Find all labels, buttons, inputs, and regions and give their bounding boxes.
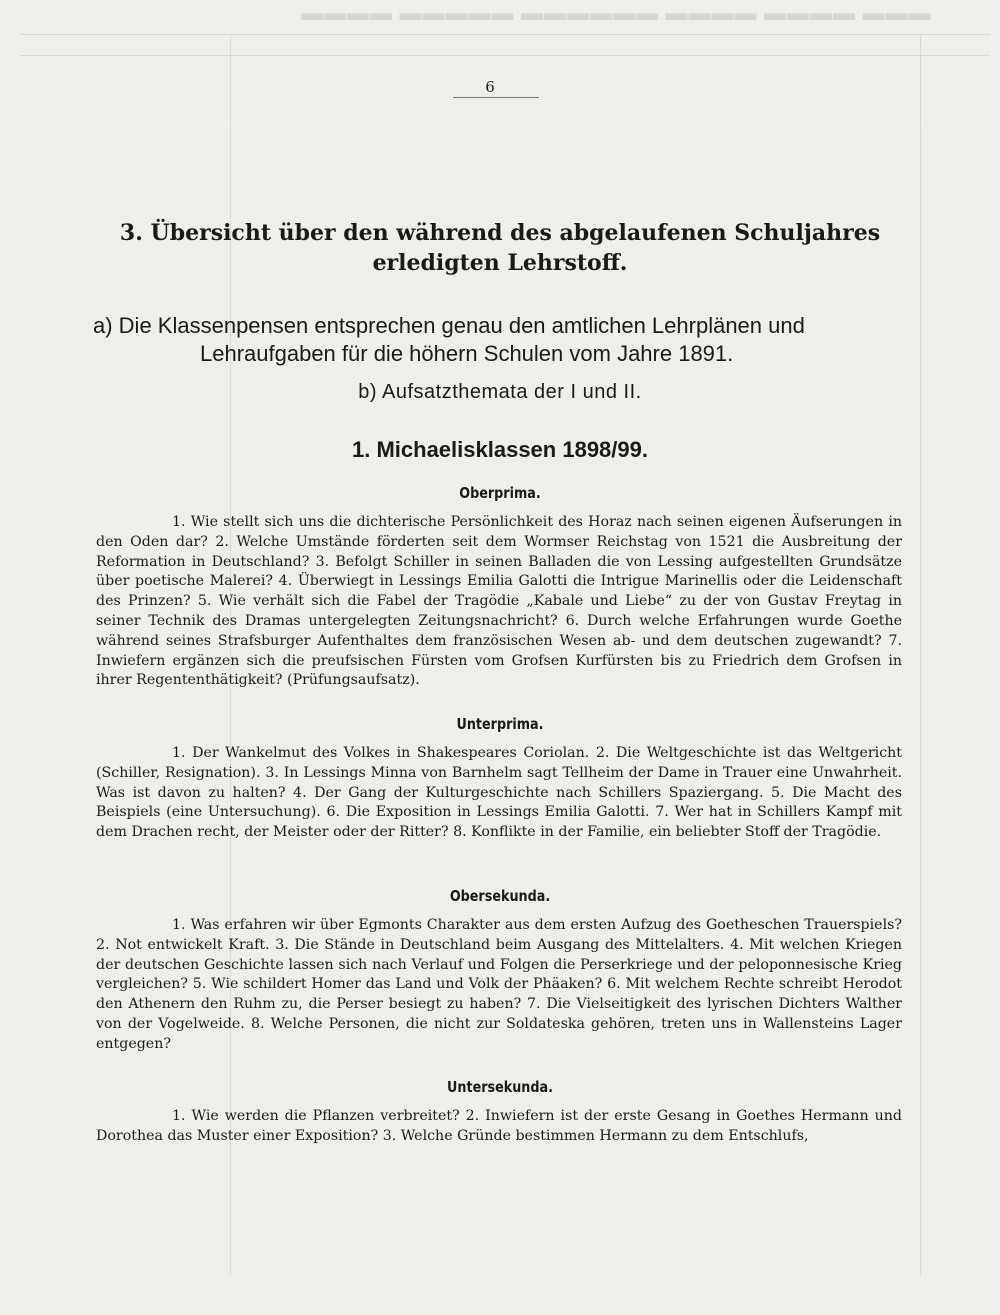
class-heading-obersekunda: Obersekunda. <box>449 887 551 905</box>
bleed-header-shape: ▬▬▬ ▬▬▬▬ ▬▬▬▬ ▬▬▬▬▬▬ ▬▬▬▬▬ ▬▬▬▬ <box>300 0 931 25</box>
page-number: 6 <box>485 78 495 96</box>
section-b: b) Aufsatzthemata der I und II. <box>358 381 642 403</box>
class-heading-unterprima: Unterprima. <box>456 715 544 733</box>
class-text-unterprima: 1. Der Wankelmut des Volkes in Shakespeares Coriolan. 2. Die Weltgeschichte ist das Weltgericht (Schiller, Resignation). 3. In Lessings Minna von Barnhelm sagt Tellheim der Dame in Trauer eine Unwahrheit. Was ist davon zu halten? 4. Der Gang der Kulturgeschichte nach Schillers Spaziergang. 5. Die Macht des Beispiels (eine Untersuchung). 6. Die Exposition in Lessings Emilia Galotti. 7. Wer hat in Schillers Kampf mit dem Drachen recht, der Meister oder der Ritter? 8. Konflikte in der Familie, ein beliebter Stoff der Tragödie. <box>96 745 902 841</box>
section-a-line-2: Lehraufgaben für die höhern Schulen vom Jahre 1891. <box>200 341 734 366</box>
section-a-line-1: a) Die Klassenpensen entsprechen genau den amtlichen Lehrplänen und <box>93 313 805 338</box>
section-a <box>90 312 910 368</box>
page-number-rule <box>453 97 539 98</box>
class-text-obersekunda: 1. Was erfahren wir über Egmonts Charakter aus dem ersten Aufzug des Goetheschen Trauerspiels? 2. Not entwickelt Kraft. 3. Die Stände in Deutschland beim Ausgang des Mittelalters. 4. Mit welchen Kriegen der deutschen Geschichte lassen sich nach Verlauf und Folgen die Perserkriege und der peloponnesische Krieg vergleichen? 5. Wie schildert Homer das Land und Volk der Phäaken? 6. Mit welchem Rechte schreibt Herodot den Athenern den Ruhm zu, die Perser besiegt zu haben? 7. Die Vielseitigkeit des lyrischen Dichters Walther von der Vogelweide. 8. Welche Personen, die nicht zur Soldateska gehören, treten uns in Wallensteins Lager entgegen? <box>96 917 902 1052</box>
subsection-title: 1. Michaelisklassen 1898/99. <box>352 437 648 462</box>
class-heading-oberprima: Oberprima. <box>459 484 541 502</box>
class-text-oberprima: 1. Wie stellt sich uns die dichterische Persönlichkeit des Horaz nach seinen eigenen Äufserungen in den Oden dar? 2. Welche Umstände förderten seit dem Wormser Reichstag von 1521 die Ausbreitung der Reformation in Deutschland? 3. Befolgt Schiller in seinen Balladen die von Lessing aufgestellten Grundsätze über poetische Malerei? 4. Überwiegt in Lessings Emilia Galotti die Intrigue Marinellis oder die Leidenschaft des Prinzen? 5. Wie verhält sich die Fabel der Tragödie „Kabale und Liebe“ zu der von Gustav Freytag in seiner Technik des Dramas untergelegten Zeitungsnachricht? 6. Durch welche Erfahrungen wurde Goethe während seines Strafsburger Aufenthaltes dem französischen Wesen ab- und dem deutschen zugewandt? 7. Inwiefern ergänzen sich die preufsischen Fürsten vom Grofsen Kurfürsten bis zu Friedrich dem Grofsen in ihrer Regententhätigkeit? (Prüfungsaufsatz). <box>96 514 902 689</box>
class-heading-untersekunda: Untersekunda. <box>447 1078 553 1096</box>
section-title: 3. Übersicht über den während des abgelaufenen Schuljahres erledigten Lehrstoff. <box>119 220 881 276</box>
class-text-untersekunda: 1. Wie werden die Pflanzen verbreitet? 2. Inwiefern ist der erste Gesang in Goethes Hermann und Dorothea das Muster einer Exposition? 3. Welche Gründe bestimmen Hermann zu dem Entschlufs, <box>96 1108 902 1144</box>
